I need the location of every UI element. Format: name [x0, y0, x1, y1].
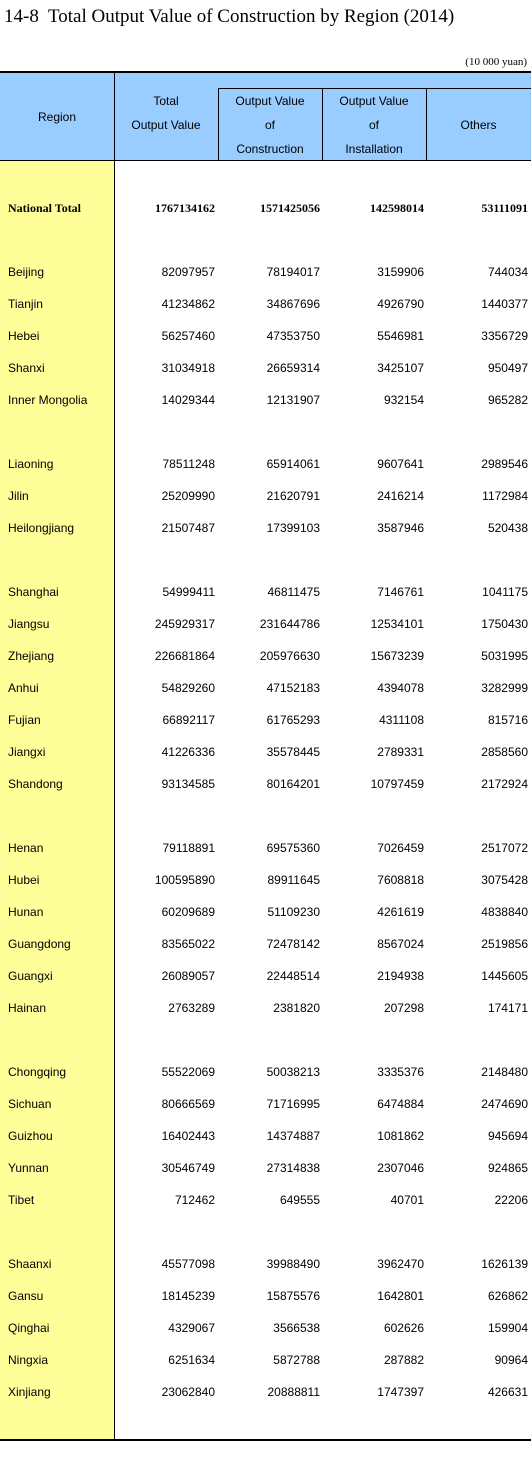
- others-cell: 90964: [494, 1353, 528, 1367]
- region-cell: Shanxi: [8, 361, 45, 375]
- construction-output-cell: 80164201: [266, 777, 320, 791]
- total-output-cell: 66892117: [162, 713, 215, 727]
- installation-output-cell: 3962470: [377, 1257, 424, 1271]
- region-cell: Tibet: [8, 1193, 35, 1207]
- installation-output-cell: 6474884: [377, 1097, 424, 1111]
- total-output-cell: 82097957: [161, 265, 215, 279]
- others-cell: 1750430: [481, 617, 528, 631]
- installation-output-cell: 142598014: [370, 201, 424, 215]
- table-row: [0, 997, 531, 1019]
- total-output-cell: 18145239: [161, 1289, 215, 1303]
- table-row: [0, 869, 531, 891]
- table-row: [0, 517, 531, 539]
- others-cell: 1445605: [481, 969, 528, 983]
- total-output-cell: 93134585: [161, 777, 215, 791]
- others-cell: 426631: [487, 1385, 528, 1399]
- installation-output-cell: 5546981: [377, 329, 424, 343]
- installation-output-cell: 8567024: [377, 937, 424, 951]
- total-output-cell: 30546749: [161, 1161, 215, 1175]
- table-row: [0, 773, 531, 795]
- region-cell: Liaoning: [8, 457, 54, 471]
- region-cell: Zhejiang: [8, 649, 55, 663]
- table-row: [0, 677, 531, 699]
- table-row: [0, 1061, 531, 1083]
- total-output-cell: 226681864: [154, 649, 215, 663]
- installation-output-cell: 2416214: [377, 489, 424, 503]
- region-cell: Shanghai: [8, 585, 59, 599]
- installation-output-cell: 4261619: [377, 905, 424, 919]
- installation-output-cell: 2307046: [377, 1161, 424, 1175]
- table-row: [0, 325, 531, 347]
- construction-output-cell: 78194017: [266, 265, 320, 279]
- table-row: [0, 1381, 531, 1403]
- region-cell: Guangdong: [8, 937, 71, 951]
- header-others: Others: [460, 118, 497, 132]
- table-row: [0, 1157, 531, 1179]
- installation-output-cell: 40701: [390, 1193, 424, 1207]
- installation-output-cell: 207298: [383, 1001, 424, 1015]
- table-row: [0, 1253, 531, 1275]
- table-row: [0, 453, 531, 475]
- region-cell: Chongqing: [8, 1065, 67, 1079]
- others-cell: 815716: [487, 713, 528, 727]
- total-output-cell: 54999411: [162, 585, 215, 599]
- header-installation-line1: Output Value: [339, 94, 409, 108]
- total-output-cell: 23062840: [161, 1385, 215, 1399]
- others-cell: 3075428: [481, 873, 528, 887]
- construction-output-cell: 12131907: [266, 393, 320, 407]
- others-cell: 2172924: [481, 777, 528, 791]
- region-cell: Jilin: [8, 489, 29, 503]
- construction-output-cell: 72478142: [266, 937, 320, 951]
- construction-output-cell: 17399103: [266, 521, 320, 535]
- region-cell: Gansu: [8, 1289, 44, 1303]
- construction-output-cell: 27314838: [266, 1161, 320, 1175]
- installation-output-cell: 10797459: [370, 777, 424, 791]
- others-cell: 2519856: [481, 937, 528, 951]
- total-output-cell: 25209990: [161, 489, 215, 503]
- construction-output-cell: 20888811: [267, 1385, 320, 1399]
- others-cell: 2858560: [481, 745, 528, 759]
- construction-output-cell: 61765293: [266, 713, 320, 727]
- total-output-cell: 56257460: [161, 329, 215, 343]
- total-output-cell: 14029344: [161, 393, 215, 407]
- installation-output-cell: 4394078: [377, 681, 424, 695]
- total-output-cell: 78511248: [162, 457, 215, 471]
- page-title: 14-8 Total Output Value of Construction by Region (2014): [4, 6, 455, 27]
- construction-output-cell: 15875576: [266, 1289, 320, 1303]
- others-cell: 2517072: [481, 841, 528, 855]
- installation-output-cell: 4926790: [377, 297, 424, 311]
- installation-output-cell: 3159906: [377, 265, 424, 279]
- construction-output-cell: 14374887: [266, 1129, 320, 1143]
- region-cell: Hainan: [8, 1001, 47, 1015]
- table-row: [0, 645, 531, 667]
- total-output-cell: 712462: [174, 1193, 215, 1207]
- table-row-national-total: [0, 197, 531, 219]
- region-cell: Shaanxi: [8, 1257, 52, 1271]
- installation-output-cell: 4311108: [379, 713, 424, 727]
- installation-output-cell: 1642801: [377, 1289, 424, 1303]
- table-row: [0, 741, 531, 763]
- others-cell: 1172984: [482, 489, 528, 503]
- others-cell: 2148480: [481, 1065, 528, 1079]
- region-cell: Anhui: [8, 681, 39, 695]
- others-cell: 4838840: [481, 905, 528, 919]
- total-output-cell: 245929317: [154, 617, 215, 631]
- total-output-cell: 55522069: [161, 1065, 215, 1079]
- region-cell: Hebei: [8, 329, 40, 343]
- installation-output-cell: 2789331: [377, 745, 424, 759]
- total-output-cell: 6251634: [168, 1353, 215, 1367]
- header-construction-line1: Output Value: [235, 94, 305, 108]
- unit-label: (10 000 yuan): [465, 56, 527, 68]
- table-row: [0, 1317, 531, 1339]
- region-cell: Fujian: [8, 713, 41, 727]
- region-cell: Xinjiang: [8, 1385, 51, 1399]
- region-cell: Beijing: [8, 265, 45, 279]
- total-output-cell: 41234862: [161, 297, 215, 311]
- construction-output-cell: 26659314: [266, 361, 320, 375]
- construction-output-cell: 35578445: [266, 745, 320, 759]
- header-construction-line3: Construction: [236, 142, 304, 156]
- region-cell: Hubei: [8, 873, 40, 887]
- table-row: [0, 965, 531, 987]
- table-row: [0, 933, 531, 955]
- table-row: [0, 1349, 531, 1371]
- construction-output-cell: 21620791: [266, 489, 320, 503]
- table-row: [0, 901, 531, 923]
- table-top-rule: [0, 71, 531, 73]
- table-row: [0, 261, 531, 283]
- total-output-cell: 4329067: [168, 1321, 215, 1335]
- others-cell: 744034: [487, 265, 528, 279]
- total-output-cell: 31034918: [161, 361, 215, 375]
- table-row: [0, 837, 531, 859]
- table-bottom-rule: [0, 1439, 531, 1441]
- others-cell: 159904: [487, 1321, 528, 1335]
- construction-output-cell: 205976630: [259, 649, 320, 663]
- installation-output-cell: 12534101: [370, 617, 424, 631]
- table-row: [0, 709, 531, 731]
- construction-output-cell: 649555: [279, 1193, 320, 1207]
- total-output-cell: 60209689: [161, 905, 215, 919]
- region-cell: Ningxia: [8, 1353, 49, 1367]
- construction-output-cell: 1571425056: [260, 201, 320, 215]
- installation-output-cell: 3587946: [377, 521, 424, 535]
- others-cell: 2474690: [481, 1097, 528, 1111]
- region-cell: Guangxi: [8, 969, 53, 983]
- header-construction-line2: of: [264, 118, 275, 132]
- installation-output-cell: 1081862: [377, 1129, 424, 1143]
- others-cell: 2989546: [481, 457, 528, 471]
- installation-output-cell: 9607641: [377, 457, 424, 471]
- header-installation-line2: of: [368, 118, 379, 132]
- region-cell: Sichuan: [8, 1097, 52, 1111]
- region-cell: Inner Mongolia: [8, 393, 88, 407]
- construction-output-cell: 39988490: [266, 1257, 320, 1271]
- others-cell: 626862: [487, 1289, 528, 1303]
- region-cell: Shandong: [8, 777, 63, 791]
- table-row: [0, 1189, 531, 1211]
- total-output-cell: 80666569: [161, 1097, 215, 1111]
- construction-output-cell: 47152183: [266, 681, 320, 695]
- total-output-cell: 2763289: [168, 1001, 215, 1015]
- others-cell: 924865: [487, 1161, 528, 1175]
- installation-output-cell: 602626: [383, 1321, 424, 1335]
- construction-output-cell: 89911645: [267, 873, 320, 887]
- construction-output-cell: 51109230: [267, 905, 320, 919]
- table-row: [0, 1285, 531, 1307]
- region-cell: Tianjin: [8, 297, 43, 311]
- table-row: [0, 485, 531, 507]
- table-row: [0, 1093, 531, 1115]
- region-cell: Heilongjiang: [8, 521, 75, 535]
- total-output-cell: 21507487: [161, 521, 215, 535]
- construction-output-cell: 50038213: [266, 1065, 320, 1079]
- construction-output-cell: 5872788: [273, 1353, 320, 1367]
- others-cell: 5031995: [481, 649, 528, 663]
- total-output-cell: 45577098: [161, 1257, 215, 1271]
- installation-output-cell: 2194938: [377, 969, 424, 983]
- table-row: [0, 1125, 531, 1147]
- total-output-cell: 1767134162: [155, 201, 215, 215]
- others-cell: 3356729: [481, 329, 528, 343]
- total-output-cell: 100595890: [154, 873, 215, 887]
- region-cell: Jiangxi: [8, 745, 46, 759]
- region-cell: Henan: [8, 841, 44, 855]
- table-row: [0, 389, 531, 411]
- table-row: [0, 293, 531, 315]
- header-total-line1: Total: [153, 94, 179, 108]
- region-column-band: [0, 161, 114, 1439]
- region-cell: National Total: [8, 201, 82, 215]
- region-cell: Yunnan: [8, 1161, 49, 1175]
- construction-output-cell: 71716995: [266, 1097, 320, 1111]
- region-cell: Jiangsu: [8, 617, 50, 631]
- construction-output-cell: 34867696: [266, 297, 320, 311]
- installation-output-cell: 7146761: [377, 585, 424, 599]
- others-cell: 3282999: [481, 681, 528, 695]
- installation-output-cell: 7608818: [377, 873, 424, 887]
- others-cell: 520438: [487, 521, 528, 535]
- total-output-cell: 54829260: [161, 681, 215, 695]
- total-output-cell: 79118891: [162, 841, 215, 855]
- construction-output-cell: 22448514: [266, 969, 320, 983]
- installation-output-cell: 932154: [383, 393, 424, 407]
- total-output-cell: 83565022: [161, 937, 215, 951]
- construction-output-cell: 69575360: [266, 841, 320, 855]
- installation-output-cell: 3425107: [377, 361, 424, 375]
- others-cell: 1626139: [481, 1257, 528, 1271]
- table-row: [0, 581, 531, 603]
- construction-output-cell: 3566538: [273, 1321, 320, 1335]
- construction-output-cell: 2381820: [273, 1001, 320, 1015]
- others-cell: 950497: [487, 361, 528, 375]
- others-cell: 1440377: [481, 297, 528, 311]
- installation-output-cell: 7026459: [377, 841, 424, 855]
- others-cell: 965282: [487, 393, 528, 407]
- others-cell: 22206: [494, 1193, 528, 1207]
- region-cell: Guizhou: [8, 1129, 53, 1143]
- installation-output-cell: 3335376: [377, 1065, 424, 1079]
- total-output-cell: 41226336: [161, 745, 215, 759]
- header-region: Region: [37, 110, 77, 124]
- total-output-cell: 16402443: [161, 1129, 215, 1143]
- installation-output-cell: 15673239: [370, 649, 424, 663]
- construction-output-cell: 47353750: [266, 329, 320, 343]
- header-installation-line3: Installation: [345, 142, 403, 156]
- total-output-cell: 26089057: [161, 969, 215, 983]
- table-row: [0, 357, 531, 379]
- others-cell: 53111091: [481, 201, 528, 215]
- installation-output-cell: 1747397: [377, 1385, 424, 1399]
- header-total-line2: Output Value: [131, 118, 201, 132]
- region-cell: Qinghai: [8, 1321, 50, 1335]
- construction-output-cell: 65914061: [266, 457, 320, 471]
- others-cell: 945694: [487, 1129, 528, 1143]
- others-cell: 174171: [487, 1001, 528, 1015]
- others-cell: 1041175: [482, 585, 528, 599]
- construction-output-cell: 231644786: [259, 617, 320, 631]
- region-cell: Hunan: [8, 905, 44, 919]
- construction-output-cell: 46811475: [267, 585, 320, 599]
- table-row: [0, 613, 531, 635]
- installation-output-cell: 287882: [383, 1353, 424, 1367]
